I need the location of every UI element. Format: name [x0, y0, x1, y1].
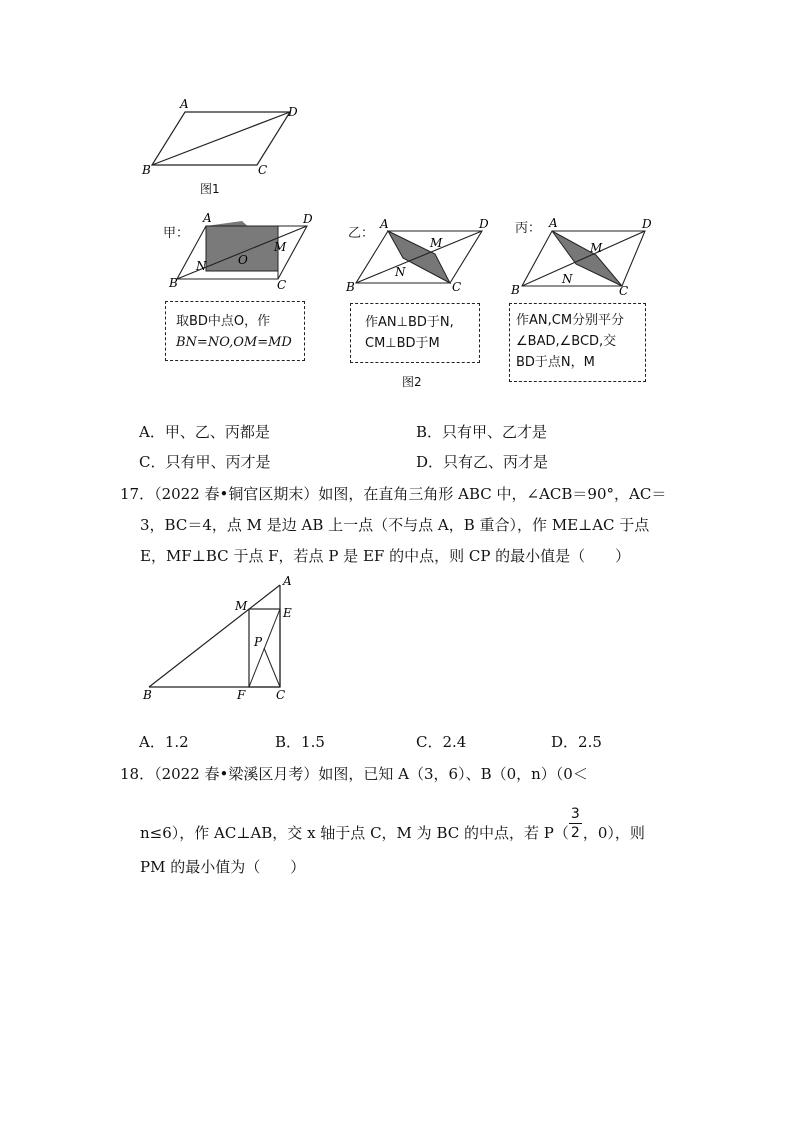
q16-option-c: C．只有甲、丙才是: [139, 453, 271, 471]
jia-label-O: O: [238, 253, 248, 267]
bing-label-A: A: [549, 216, 558, 230]
yi-title: 乙：: [348, 226, 375, 241]
q17-line3: E，MF⊥BC 于点 F，若点 P 是 EF 的中点，则 CP 的最小值是（ ）: [140, 547, 631, 565]
q17-label-E: E: [283, 606, 292, 620]
q18-fraction: [569, 806, 583, 844]
q18-line2-post: ，0），则: [582, 824, 645, 842]
q17-line2: 3，BC＝4，点 M 是边 AB 上一点（不与点 A，B 重合），作 ME⊥AC 于点: [140, 516, 650, 534]
q17-option-d: D．2.5: [551, 733, 602, 751]
q18-line2-pre: n≤6），作 AC⊥AB，交 x 轴于点 C，M 为 BC 的中点，若 P（: [140, 824, 569, 842]
yi-figure: [340, 210, 500, 295]
fig1-label-D: D: [288, 105, 298, 119]
yi-label-C: C: [452, 280, 462, 294]
yi-box-line1: 作AN⊥BD于N,: [365, 315, 454, 330]
yi-box-line2: CM⊥BD于M: [365, 336, 440, 351]
bing-figure: [505, 210, 665, 300]
jia-label-C: C: [277, 278, 287, 292]
jia-title: 甲：: [163, 226, 190, 241]
q18-frac-den: 2: [570, 825, 580, 841]
bing-label-N: N: [562, 272, 573, 286]
q18-line3: PM 的最小值为（ ）: [140, 858, 306, 876]
q16-option-a: A．甲、乙、丙都是: [139, 423, 270, 441]
bing-box-line2: ∠BAD,∠BCD,交: [516, 334, 617, 349]
q17-option-a: A．1.2: [139, 733, 189, 751]
jia-method-box: [165, 301, 305, 361]
q17-triangle-figure: [135, 575, 305, 705]
q17-label-A: A: [283, 575, 292, 588]
bing-label-B: B: [511, 283, 520, 297]
yi-method-box: [350, 303, 480, 363]
q17-label-M: M: [235, 599, 248, 613]
q17-label-B: B: [143, 688, 152, 702]
bing-method-box: [509, 303, 646, 382]
q18-line2: [140, 806, 645, 844]
bing-box-line3: BD于点N，M: [516, 355, 595, 370]
jia-label-M: M: [274, 240, 287, 254]
fig1-caption: 图1: [200, 182, 220, 196]
yi-label-N: N: [395, 265, 406, 279]
bing-label-C: C: [619, 284, 629, 298]
bing-title: 丙：: [515, 221, 542, 236]
jia-figure: [165, 210, 315, 295]
q17-line1: 17．（2022 春•铜官区期末）如图，在直角三角形 ABC 中，∠ACB＝90°，AC＝: [120, 485, 667, 503]
q17-label-P: P: [254, 635, 263, 649]
fig1-label-B: B: [142, 163, 151, 177]
q16-option-b: B．只有甲、乙才是: [416, 423, 548, 441]
q17-option-b: B．1.5: [275, 733, 325, 751]
jia-label-D: D: [303, 212, 313, 226]
yi-label-B: B: [346, 280, 355, 294]
jia-label-A: A: [203, 211, 212, 225]
q18-line1: 18．（2022 春•梁溪区月考）如图，已知 A（3，6）、B（0，n）（0＜: [120, 765, 588, 783]
fig2-caption: 图2: [402, 375, 422, 389]
q17-option-c: C．2.4: [416, 733, 467, 751]
jia-label-B: B: [169, 276, 178, 290]
jia-box-line1: 取BD中点O，作: [176, 314, 271, 329]
q16-option-d: D．只有乙、丙才是: [416, 453, 549, 471]
yi-label-D: D: [479, 217, 489, 231]
yi-label-M: M: [430, 236, 443, 250]
bing-box-line1: 作AN,CM分别平分: [516, 313, 625, 328]
figure-1-parallelogram: [135, 95, 315, 195]
yi-label-A: A: [380, 217, 389, 231]
jia-box-line2: BN=NO,OM=MD: [176, 335, 292, 350]
q17-label-C: C: [276, 688, 286, 702]
bing-label-D: D: [642, 217, 652, 231]
q18-frac-num: 3: [570, 806, 580, 822]
jia-label-N: N: [196, 259, 207, 273]
fig1-label-A: A: [180, 97, 189, 111]
fig1-label-C: C: [258, 163, 268, 177]
q17-label-F: F: [237, 688, 246, 702]
bing-label-M: M: [590, 241, 603, 255]
